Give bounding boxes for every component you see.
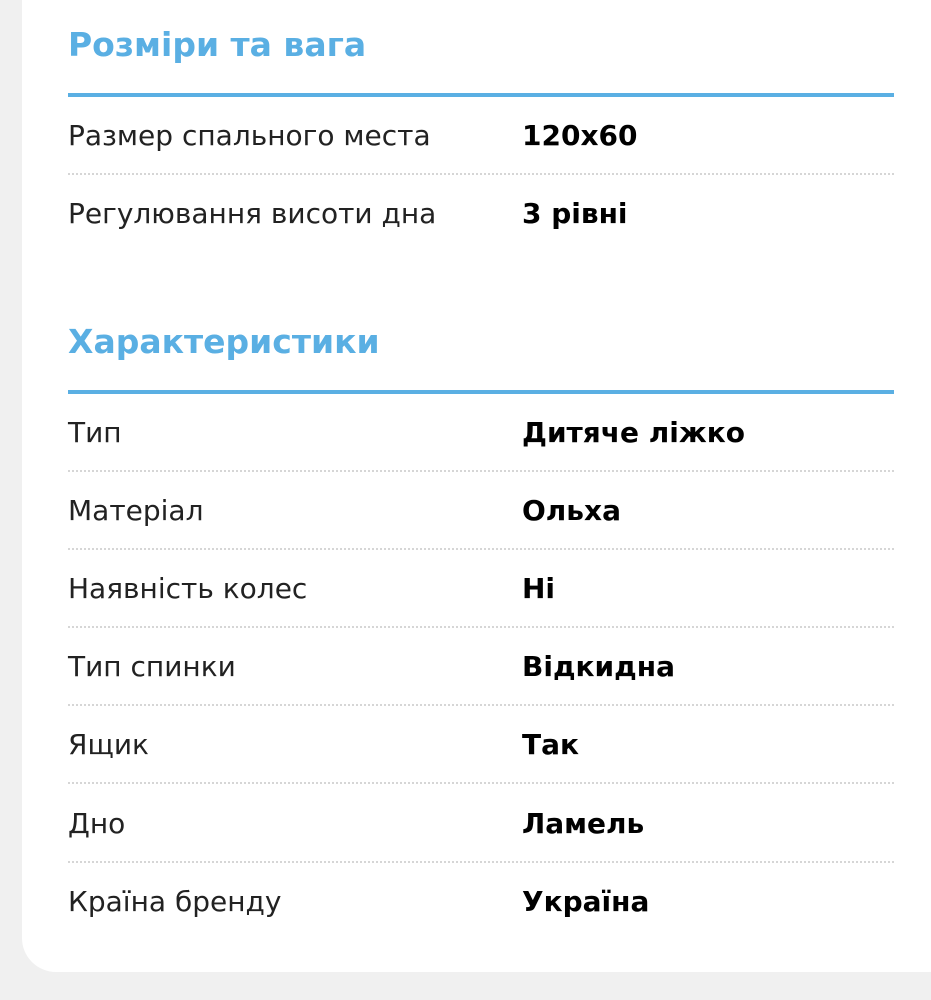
spec-value: Ольха [522, 494, 621, 527]
spec-label: Тип [68, 416, 122, 449]
spec-row-sleeping-size [68, 97, 894, 175]
spec-label: Размер спального места [68, 119, 431, 152]
spec-row-brand-country [68, 863, 894, 941]
spec-row-type [68, 394, 894, 472]
spec-row-base [68, 785, 894, 863]
spec-value: 3 рівні [522, 197, 628, 230]
spec-row-wheels [68, 550, 894, 628]
section-title-dimensions: Розміри та вага [68, 25, 367, 64]
spec-value: 120x60 [522, 119, 638, 152]
spec-label: Наявність колес [68, 572, 308, 605]
spec-label: Країна бренду [68, 885, 282, 918]
spec-value: Ні [522, 572, 556, 605]
spec-label: Регулювання висоти дна [68, 197, 437, 230]
spec-value: Дитяче ліжко [522, 416, 745, 449]
section-title-characteristics: Характеристики [68, 322, 380, 361]
spec-label: Тип спинки [68, 650, 236, 683]
spec-label: Ящик [68, 728, 149, 761]
spec-row-drawer [68, 706, 894, 784]
spec-row-base-height [68, 175, 894, 253]
spec-row-material [68, 472, 894, 550]
spec-value: Так [522, 728, 579, 761]
spec-label: Дно [68, 807, 126, 840]
spec-value: Ламель [522, 807, 645, 840]
spec-value: Україна [522, 885, 650, 918]
spec-row-headboard-type [68, 628, 894, 706]
spec-value: Відкидна [522, 650, 676, 683]
spec-label: Матеріал [68, 494, 204, 527]
